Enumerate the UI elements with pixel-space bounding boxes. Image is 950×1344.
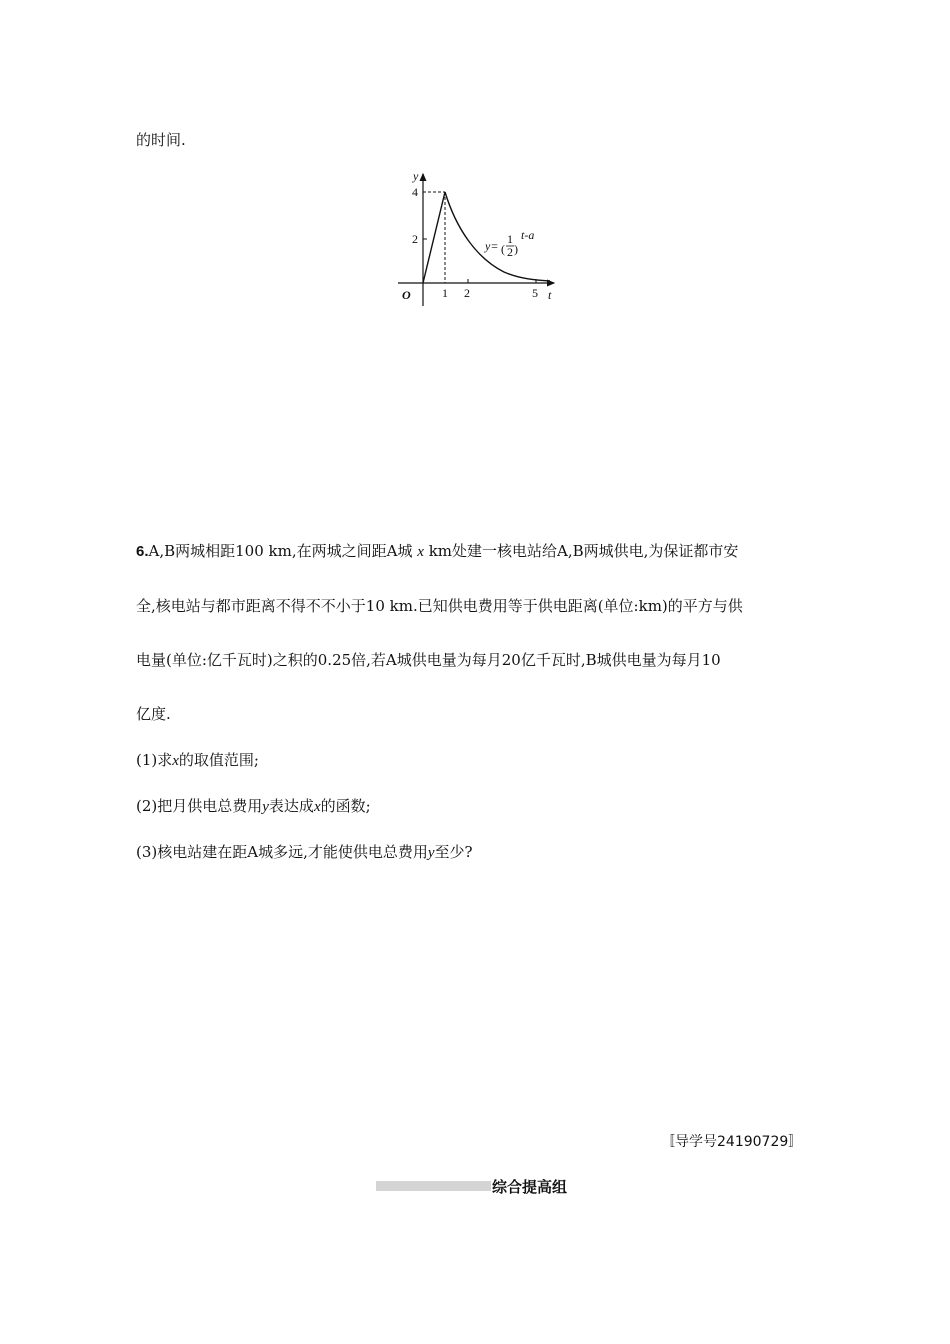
variable-y: y [427,845,435,861]
section-title: 综合提高组 [492,1178,568,1196]
section-bar [376,1181,491,1191]
variable-y: y [262,799,269,815]
formula-paren-right: ) [514,242,518,256]
y-tick-label: 4 [412,185,418,199]
x-tick-label: 2 [464,286,470,300]
variable-x: x [417,544,424,560]
question-2: (2)把月供电总费用y表达成x的函数; [136,797,371,815]
x-axis-label: t [548,288,552,302]
svg-text:y=: y= [485,239,499,253]
svg-text:2: 2 [507,245,513,259]
formula-label [484,228,534,259]
question-1: (1)求x的取值范围; [136,751,259,769]
x-tick-label: 1 [442,286,448,300]
variable-x: x [313,799,321,815]
problem-line-2: 全,核电站与都市距离不得不不小于10 km.已知供电费用等于供电距离(单位:km)的平方与供 [136,597,743,615]
rising-segment [423,192,445,283]
svg-text:1: 1 [507,232,513,246]
variable-x: x [172,753,179,769]
formula-paren-left: ( [501,242,505,256]
problem-line-1: 6.A,B两城相距100 km,在两城之间距A城 x km处建一核电站给A,B两城供电,为保证都市安 [136,542,739,560]
y-axis-label: y [413,169,419,183]
problem-line-3: 电量(单位:亿千瓦时)之积的0.25倍,若A城供电量为每月20亿千瓦时,B城供电量为每月10 [136,651,721,669]
guide-number: 〚导学号24190729〛 [661,1134,803,1150]
question-3: (3)核电站建在距A城多远,才能使供电总费用y至少? [136,843,473,861]
problem-number: 6. [136,543,149,560]
origin-label: O [402,288,411,302]
y-tick-label: 2 [412,232,418,246]
svg-text:t-a: t-a [521,228,535,242]
intro-line: 的时间. [136,131,186,149]
x-tick-label: 5 [532,286,538,300]
decay-graph [392,166,564,312]
problem-line-4: 亿度. [136,705,171,723]
